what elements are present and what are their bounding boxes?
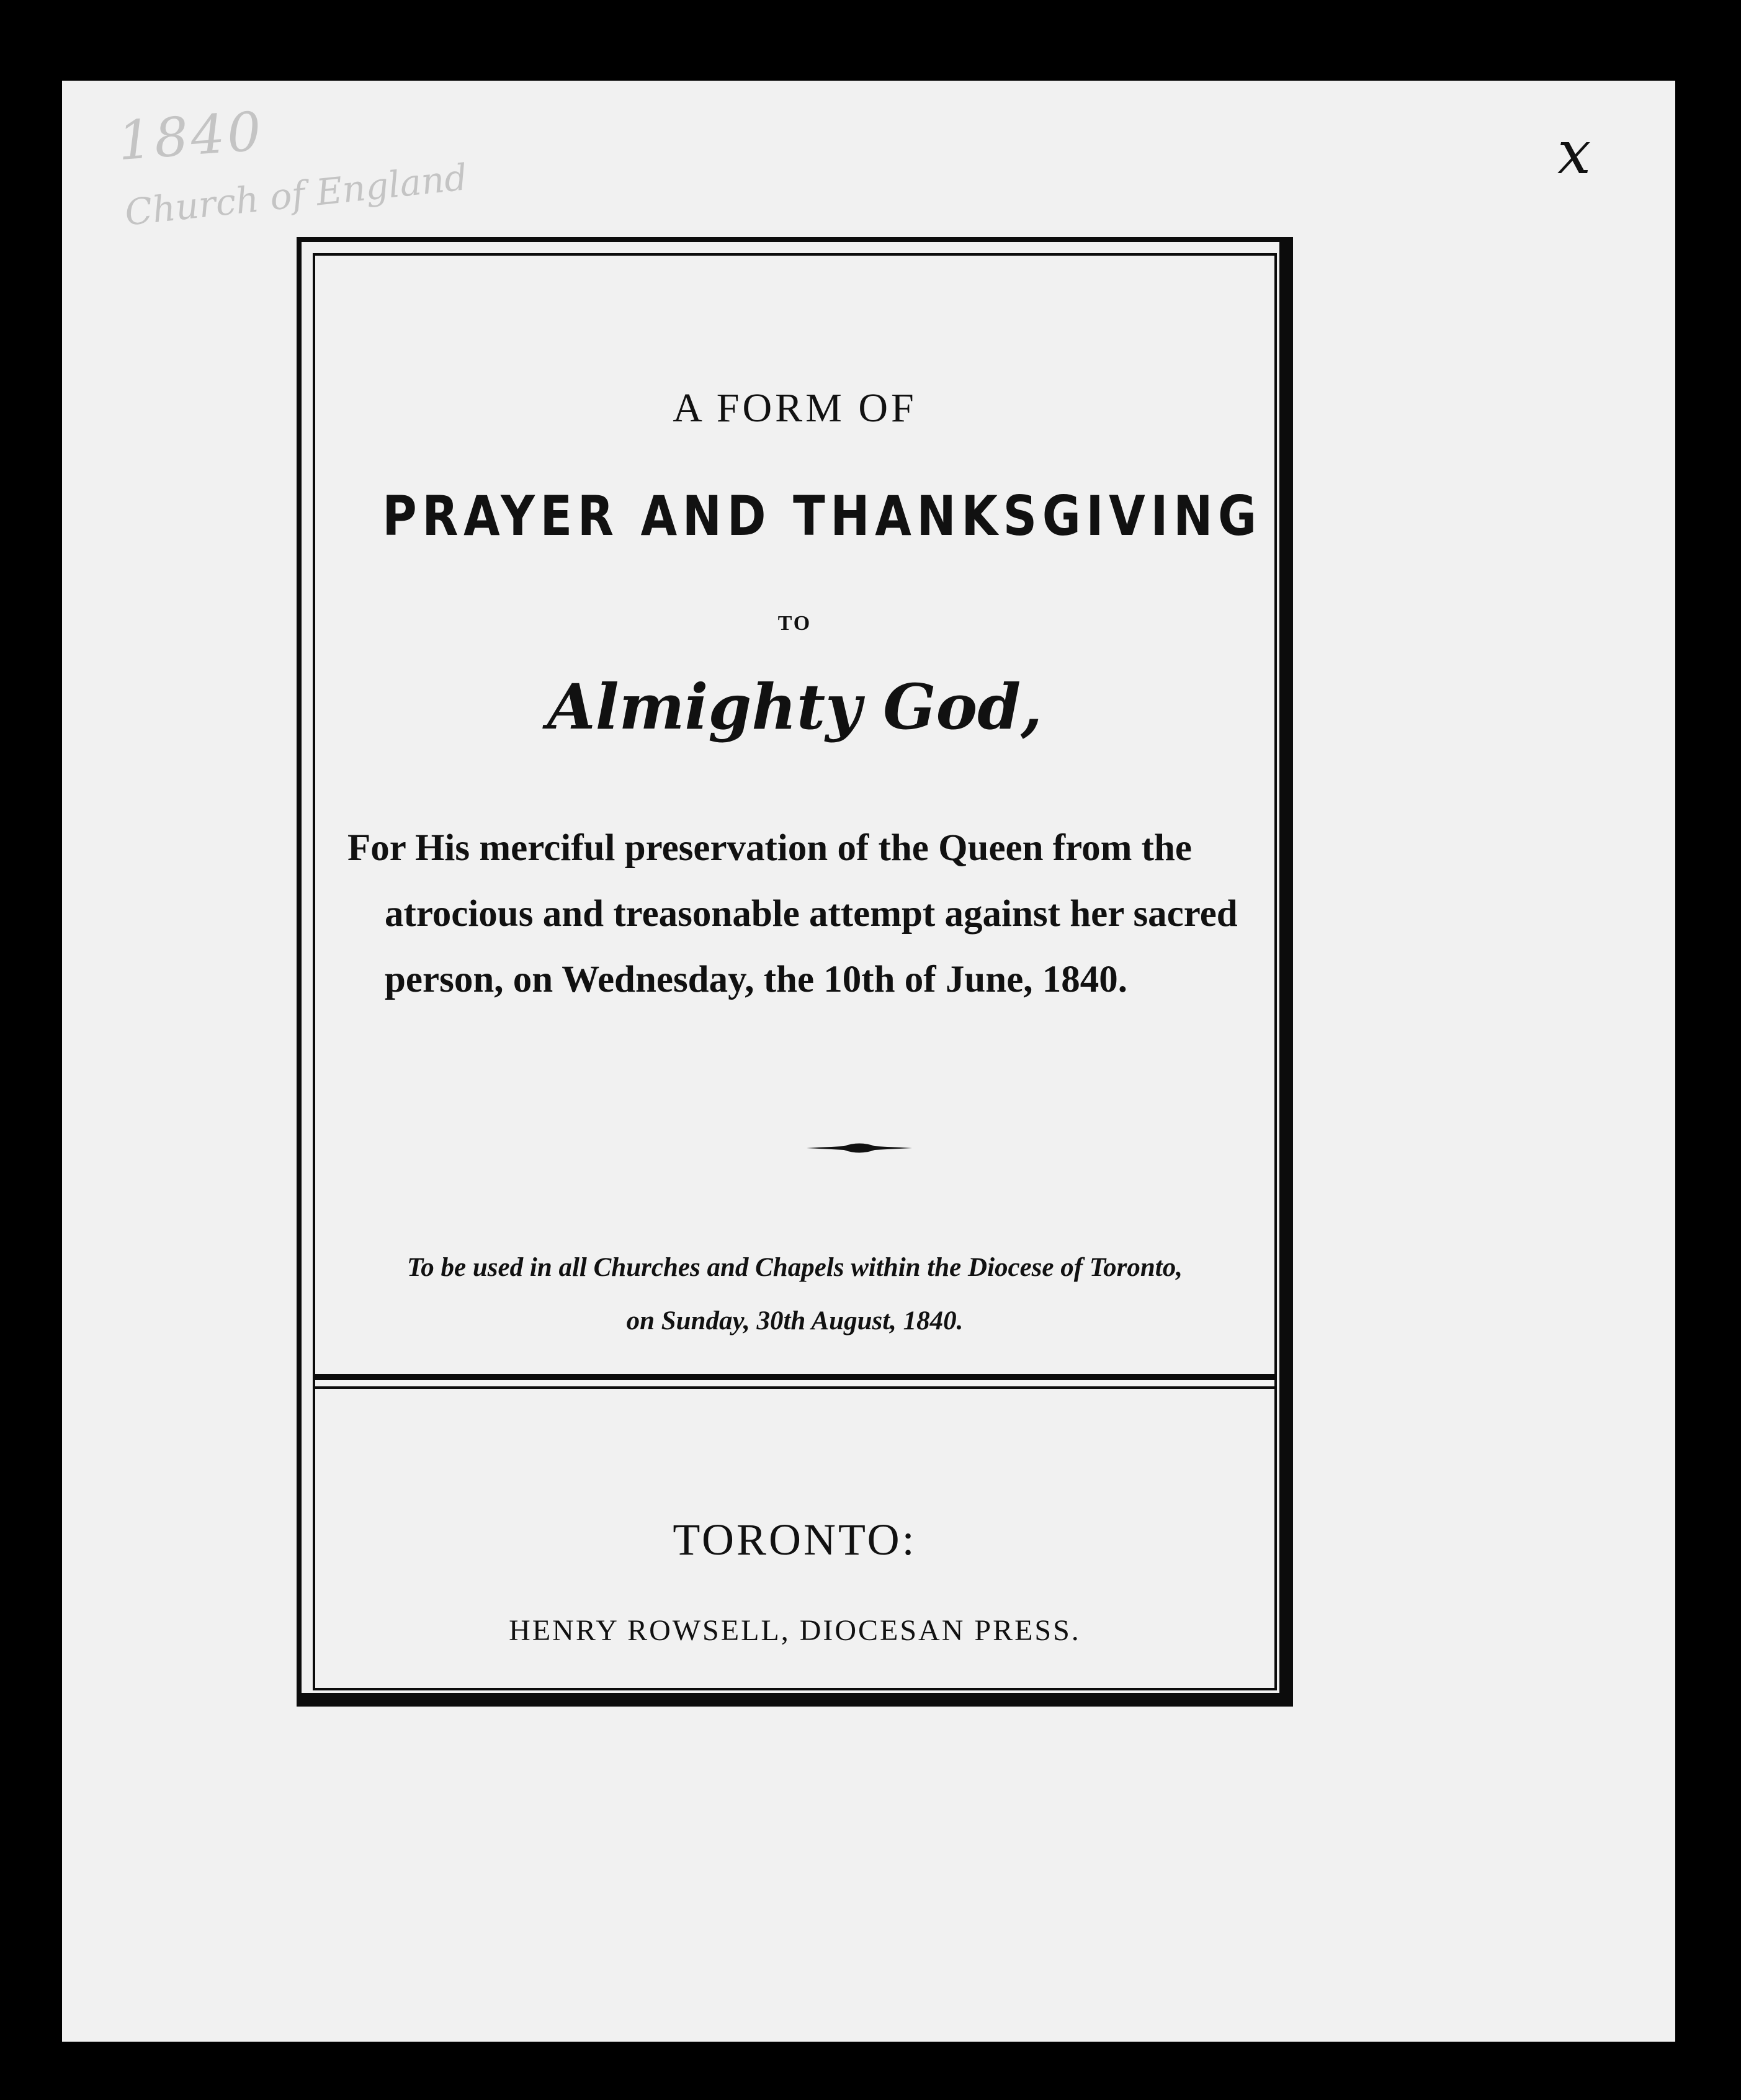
title-to: TO <box>777 612 812 635</box>
title-purpose-statement: For His merciful preservation of the Queen from the atrocious and treasonable attempt against her sacred person, on Wednesday, the 10th of June, 1840. <box>347 827 1238 1000</box>
title-form-of: A FORM OF <box>673 385 917 431</box>
imprint-printer: HENRY ROWSELL, DIOCESAN PRESS. <box>509 1614 1081 1647</box>
usage-line-1: To be used in all Churches and Chapels within the Diocese of Toronto, <box>406 1253 1183 1282</box>
title-almighty-god: Almighty God, <box>547 670 1042 743</box>
pencil-annotation-year: 1840 <box>115 100 266 173</box>
main-title: PRAYER AND THANKSGIVING <box>382 484 1262 548</box>
corner-mark: x <box>1557 118 1591 187</box>
imprint-divider-thick <box>315 1374 1274 1380</box>
usage-line-2: on Sunday, 30th August, 1840. <box>626 1306 964 1335</box>
imprint-city: TORONTO: <box>673 1515 917 1564</box>
usage-statement <box>315 1241 1274 1348</box>
pencil-annotation-subject: Church of England <box>122 156 470 234</box>
ornamental-rule-icon <box>807 1141 912 1155</box>
imprint-divider-thin <box>315 1386 1274 1389</box>
